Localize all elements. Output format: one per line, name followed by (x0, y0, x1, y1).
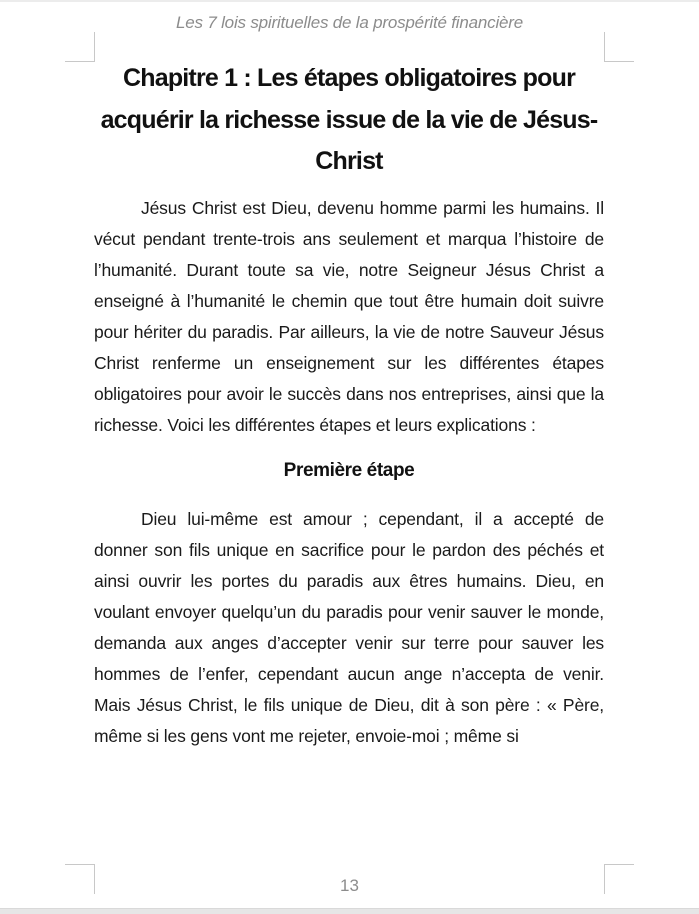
chapter-title: Chapitre 1 : Les étapes obligatoires pour acquérir la richesse issue de la vie de Jésus-Christ (100, 64, 598, 175)
crop-mark-top-right (604, 32, 634, 62)
crop-mark-top-left (65, 32, 95, 62)
intro-paragraph: Jésus Christ est Dieu, devenu homme parmi les humains. Il vécut pendant trente-trois ans seulement et marqua l’histoire de l’humanité. Durant toute sa vie, notre Seigneur Jésus Christ a enseigné à l’humanité le chemin que tout être humain doit suivre pour hériter du paradis. Par ailleurs, la vie de notre Sauveur Jésus Christ renferme un enseignement sur les différentes étapes obligatoires pour avoir le succès dans nos entreprises, ainsi que la richesse. Voici les différentes étapes et leurs explications : (94, 197, 604, 435)
section-title: Première étape (283, 459, 415, 481)
section-paragraph: Dieu lui-même est amour ; cependant, il a accepté de donner son fils unique en sacrifice pour le pardon des péchés et ainsi ouvrir les portes du paradis aux êtres humains. Dieu, en voulant envoyer quelqu’un du paradis pour venir sauver le monde, demanda aux anges d’accepter venir sur terre pour sauver les hommes de l’enfer, cependant aucun ange n’accepta de venir. Mais Jésus Christ, le fils unique de Dieu, dit à son père : « Père, même si les gens vont me rejeter, envoie-moi ; même si (94, 508, 604, 746)
viewer-top-edge (0, 0, 699, 2)
viewer-bottom-edge (0, 908, 699, 914)
running-header: Les 7 lois spirituelles de la prospérité financière (176, 13, 523, 32)
page-number: 13 (340, 876, 359, 895)
page-body (94, 58, 604, 752)
